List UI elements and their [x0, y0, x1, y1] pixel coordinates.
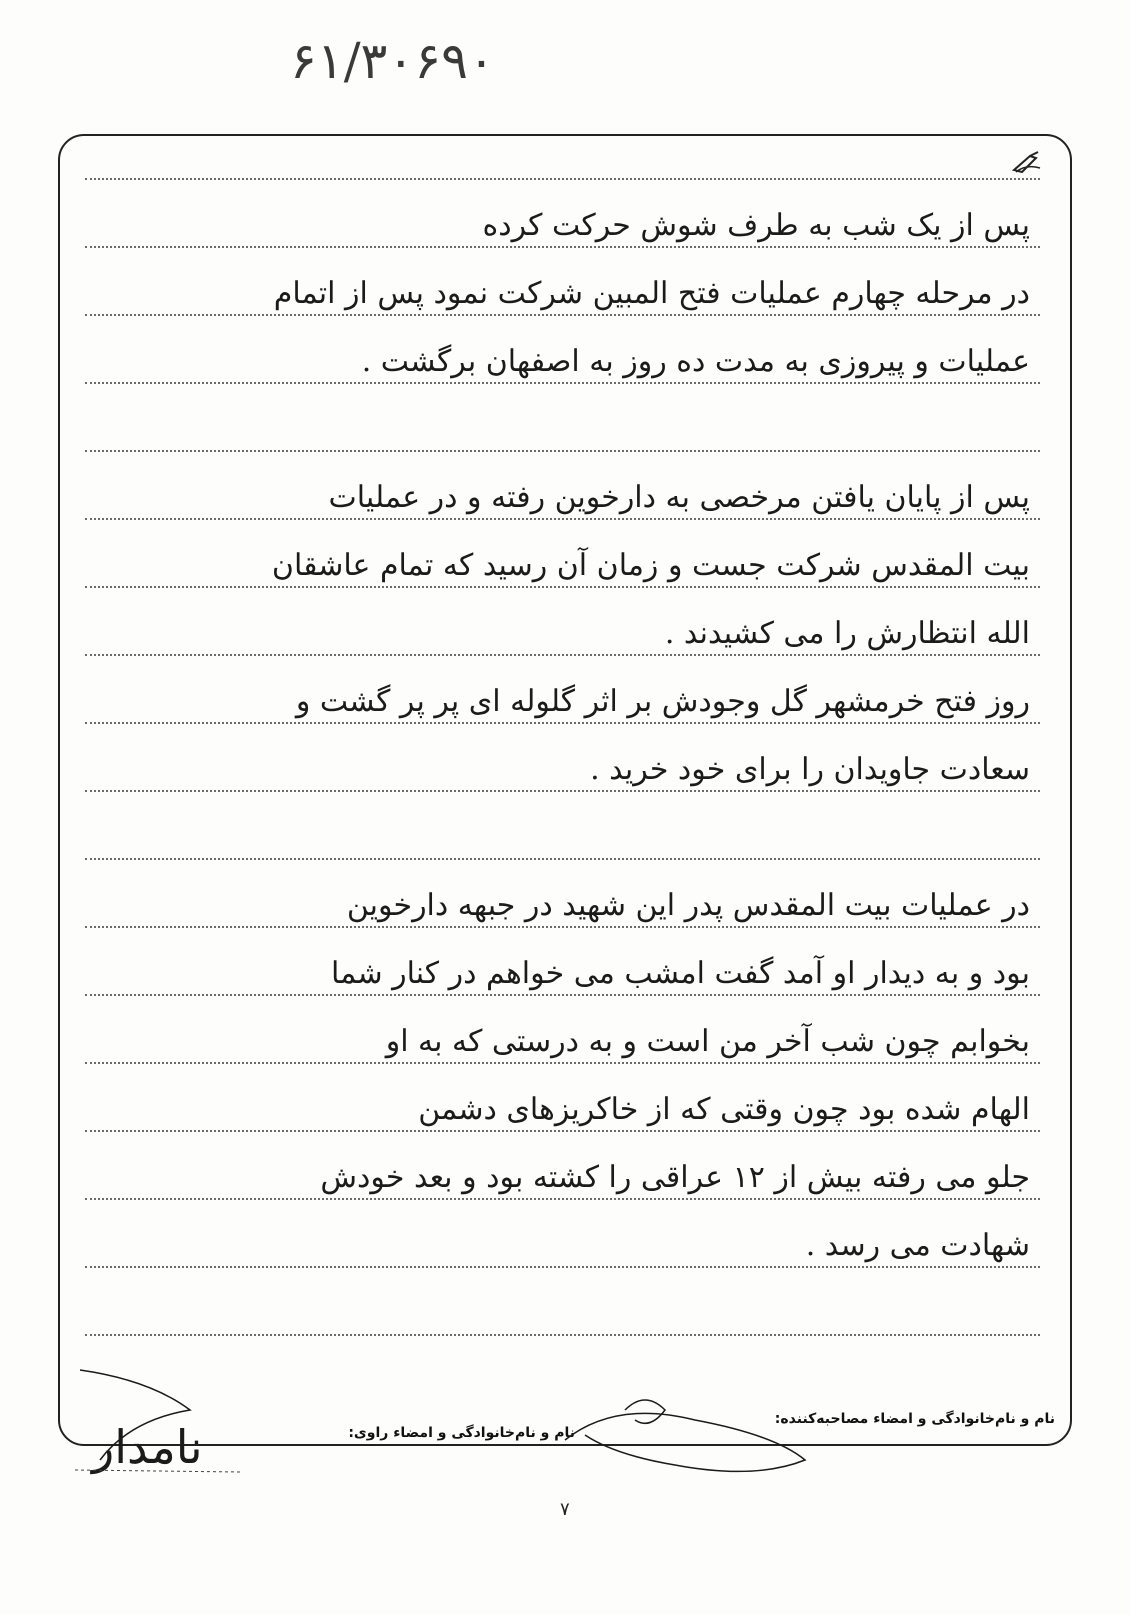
handwritten-line: بخوابم چون شب آخر من است و به درستی که به او	[385, 1024, 1030, 1059]
handwritten-line: سعادت جاویدان را برای خود خرید .	[590, 752, 1030, 787]
handwritten-line: بود و به دیدار او آمد گفت امشب می خواهم در کنار شما	[330, 956, 1030, 991]
interviewer-label: نام و نام‌خانوادگی و امضاء مصاحبه‌کننده:	[774, 1411, 1055, 1427]
handwritten-line: جلو می رفته بیش از ۱۲ عراقی را کشته بود و بعد خودش	[320, 1160, 1030, 1195]
narrator-label: نام و نام‌خانوادگی و امضاء راوی:	[348, 1425, 575, 1441]
ruled-line	[85, 858, 1040, 860]
reference-number: ۶۱/۳۰۶۹۰	[290, 32, 495, 90]
handwritten-line: پس از پایان یافتن مرخصی به دارخوین رفته و در عملیات	[328, 480, 1030, 515]
handwritten-line: شهادت می رسد .	[805, 1228, 1030, 1263]
handwritten-line: پس از یک شب به طرف شوش حرکت کرده	[482, 208, 1030, 243]
handwritten-line: روز فتح خرمشهر گل وجودش بر اثر گلوله ای پر پر گشت و	[295, 684, 1030, 719]
interviewer-signature	[555, 1380, 815, 1490]
handwritten-line: الهام شده بود چون وقتی که از خاکریزهای دشمن	[418, 1092, 1030, 1127]
narrator-signature-stroke	[70, 1360, 250, 1480]
handwritten-line: عملیات و پیروزی به مدت ده روز به اصفهان برگشت .	[361, 344, 1030, 379]
ruled-line	[85, 450, 1040, 452]
handwritten-line: الله انتظارش را می کشیدند .	[664, 616, 1030, 651]
page-number: ۷	[560, 1499, 570, 1520]
ruled-line	[85, 178, 1040, 180]
handwritten-line: در مرحله چهارم عملیات فتح المبین شرکت نمود پس از اتمام	[273, 276, 1030, 311]
handwritten-line: در عملیات بیت المقدس پدر این شهید در جبهه دارخوین	[346, 888, 1030, 923]
pen-icon	[1012, 150, 1042, 174]
narrator-signature: نامدار	[92, 1420, 203, 1474]
ruled-line	[85, 1334, 1040, 1336]
handwritten-line: بیت المقدس شرکت جست و زمان آن رسید که تمام عاشقان	[271, 548, 1030, 583]
